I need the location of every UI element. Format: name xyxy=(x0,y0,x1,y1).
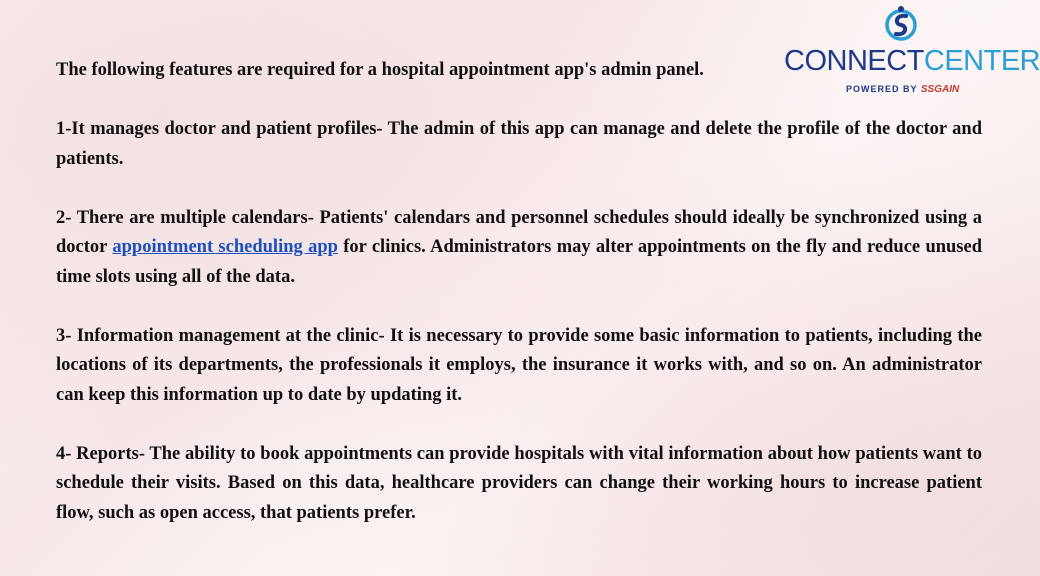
document-body xyxy=(56,56,982,558)
logo-word-center: CENTER xyxy=(923,45,1040,77)
feature-2-text-after: for clinics. Administrators may alter appointments on the fly and reduce unused time slots using all of the data. xyxy=(56,237,983,287)
powered-by-label: POWERED BY xyxy=(846,84,918,94)
feature-4-paragraph: 4- Reports- The ability to book appointments can provide hospitals with vital information about how patients want to schedule their visits. Based on this data, healthcare providers can change their working hours to increase patient flow, such as open access, that patients prefer. xyxy=(56,443,982,523)
feature-1-paragraph: 1-It manages doctor and patient profiles- The admin of this app can manage and delete the profile of the doctor and patients. xyxy=(56,119,982,169)
feature-2-text-before: 2- There are multiple calendars- Patients' calendars and personnel schedules should ideally be synchronized using a doctor xyxy=(56,207,982,257)
powered-by-brand: SSGAIN xyxy=(920,84,960,95)
feature-3-paragraph: 3- Information management at the clinic- It is necessary to provide some basic information to patients, including the locations of its departments, the professionals it employs, the insurance it works with, and so on. An administrator can keep this information up to date by updating it. xyxy=(56,325,982,405)
logo-mark-icon xyxy=(884,4,918,46)
logo-word-connect: CONNECT xyxy=(784,45,924,77)
appointment-scheduling-app-link[interactable]: appointment scheduling app xyxy=(112,237,338,257)
intro-paragraph: The following features are required for a hospital appointment app's admin panel. xyxy=(56,60,704,80)
feature-2-paragraph xyxy=(56,204,982,293)
